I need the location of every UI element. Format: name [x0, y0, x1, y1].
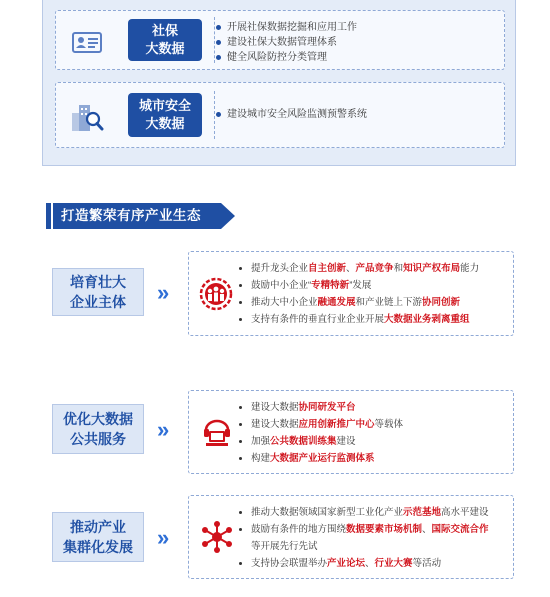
bullet-text: 、	[422, 524, 432, 535]
double-chevron-icon: »	[157, 525, 166, 550]
highlight-text: 协同创新	[422, 297, 461, 308]
highlight-text: 公共数据训练集	[270, 436, 337, 447]
label-line2: 集群化发展	[63, 539, 133, 555]
header-arrow-tip	[221, 203, 235, 229]
highlight-text: 融通发展	[317, 297, 356, 308]
highlight-text: 应用创新推广中心	[298, 419, 375, 430]
category-box-cluster	[188, 495, 514, 579]
bullet-text: 建设大数据	[251, 402, 299, 413]
bullet-text: 建设大数据	[251, 419, 299, 430]
city-safety-row	[55, 82, 505, 148]
label-line1: 培育壮大	[70, 274, 126, 290]
label-line2: 大数据	[145, 116, 185, 131]
bullet-text: 能力	[460, 263, 480, 274]
bullet	[239, 504, 509, 521]
bullet-text: 和产业链上下游	[355, 297, 423, 308]
bullet-text: 构建	[251, 453, 271, 464]
bullet-text: 等开展先行先试	[251, 541, 318, 552]
city-search-icon	[70, 99, 104, 133]
network-hub-icon	[200, 520, 234, 554]
bullet-text: 支持有条件的垂直行业企业开展	[251, 314, 385, 325]
highlight-text: 大数据产业运行监测体系	[270, 453, 375, 464]
section-title: 打造繁荣有序产业生态	[53, 203, 221, 229]
section-header	[46, 203, 238, 229]
bullet-text: 、	[365, 558, 375, 569]
bullet	[239, 433, 509, 450]
bullet	[239, 450, 509, 467]
highlight-text: 知识产权布局	[403, 263, 461, 274]
label-line1: 推动产业	[70, 519, 126, 535]
id-card-icon	[70, 25, 104, 59]
bullet	[239, 521, 509, 538]
bullet: 开展社保数据挖掘和应用工作	[216, 20, 357, 35]
bullet-text: 建设	[336, 436, 356, 447]
category-box-enterprise	[188, 251, 514, 336]
city-safety-bullets	[216, 107, 367, 122]
label-line2: 公共服务	[70, 431, 126, 447]
bullet	[239, 294, 509, 311]
bullet-text: 鼓励有条件的地方围绕	[251, 524, 347, 535]
highlight-text: 数据要素市场机制	[346, 524, 423, 535]
bullet-text: ”发展	[349, 280, 372, 291]
bullet	[239, 538, 509, 555]
team-gear-icon	[199, 277, 233, 311]
bullet-text: 和	[393, 263, 404, 274]
highlight-text: 示范基地	[403, 507, 442, 518]
highlight-text: 国际交流合作	[431, 524, 489, 535]
bullet-text: 高水平建设	[441, 507, 489, 518]
bullet-text: 等载体	[374, 419, 404, 430]
bullet: 健全风险防控分类管理	[216, 50, 357, 65]
divider	[214, 17, 215, 63]
bullet-text: 支持协会联盟举办	[251, 558, 328, 569]
social-security-row	[55, 10, 505, 70]
bullet-text: 、	[346, 263, 356, 274]
highlight-text: 协同研发平台	[298, 402, 356, 413]
bullet	[239, 416, 509, 433]
category-label-cluster	[52, 512, 144, 562]
highlight-text: 行业大赛	[374, 558, 413, 569]
label-line1: 城市安全	[138, 98, 191, 113]
social-security-label	[128, 19, 202, 61]
top-panel	[42, 0, 516, 166]
bullet: 建设城市安全风险监测预警系统	[216, 107, 367, 122]
header-accent-bar	[46, 203, 51, 229]
bullet: 建设社保大数据管理体系	[216, 35, 357, 50]
social-security-bullets	[216, 20, 357, 65]
label-line2: 企业主体	[70, 294, 126, 310]
bullet-text: 推动大数据领域国家新型工业化产业	[251, 507, 404, 518]
bullet	[239, 399, 509, 416]
label-line2: 大数据	[145, 41, 185, 56]
highlight-text: 产业论坛	[327, 558, 366, 569]
bullet-text: 加强	[251, 436, 271, 447]
city-safety-label	[128, 93, 202, 137]
category-bullets	[239, 260, 509, 328]
bullet	[239, 277, 509, 294]
double-chevron-icon: »	[157, 417, 166, 442]
category-bullets	[239, 399, 509, 467]
bullet-text: 推动大中小企业	[251, 297, 318, 308]
category-bullets	[239, 504, 509, 572]
label-line1: 优化大数据	[63, 411, 133, 427]
monitor-service-icon	[200, 416, 234, 450]
category-label-public-service	[52, 404, 144, 454]
bullet	[239, 555, 509, 572]
highlight-text: 自主创新	[308, 263, 347, 274]
category-box-public-service	[188, 390, 514, 474]
highlight-text: 专精特新	[311, 280, 350, 291]
double-chevron-icon: »	[157, 280, 166, 305]
bullet-text: 提升龙头企业	[251, 263, 309, 274]
bullet-text: 等活动	[412, 558, 442, 569]
highlight-text: 产品竞争	[355, 263, 394, 274]
bullet	[239, 260, 509, 277]
category-label-enterprise	[52, 268, 144, 316]
divider	[214, 91, 215, 139]
bullet	[239, 311, 509, 328]
highlight-text: 大数据业务剥离重组	[384, 314, 470, 325]
label-line1: 社保	[151, 23, 178, 38]
bullet-text: 鼓励中小企业“	[251, 280, 312, 291]
